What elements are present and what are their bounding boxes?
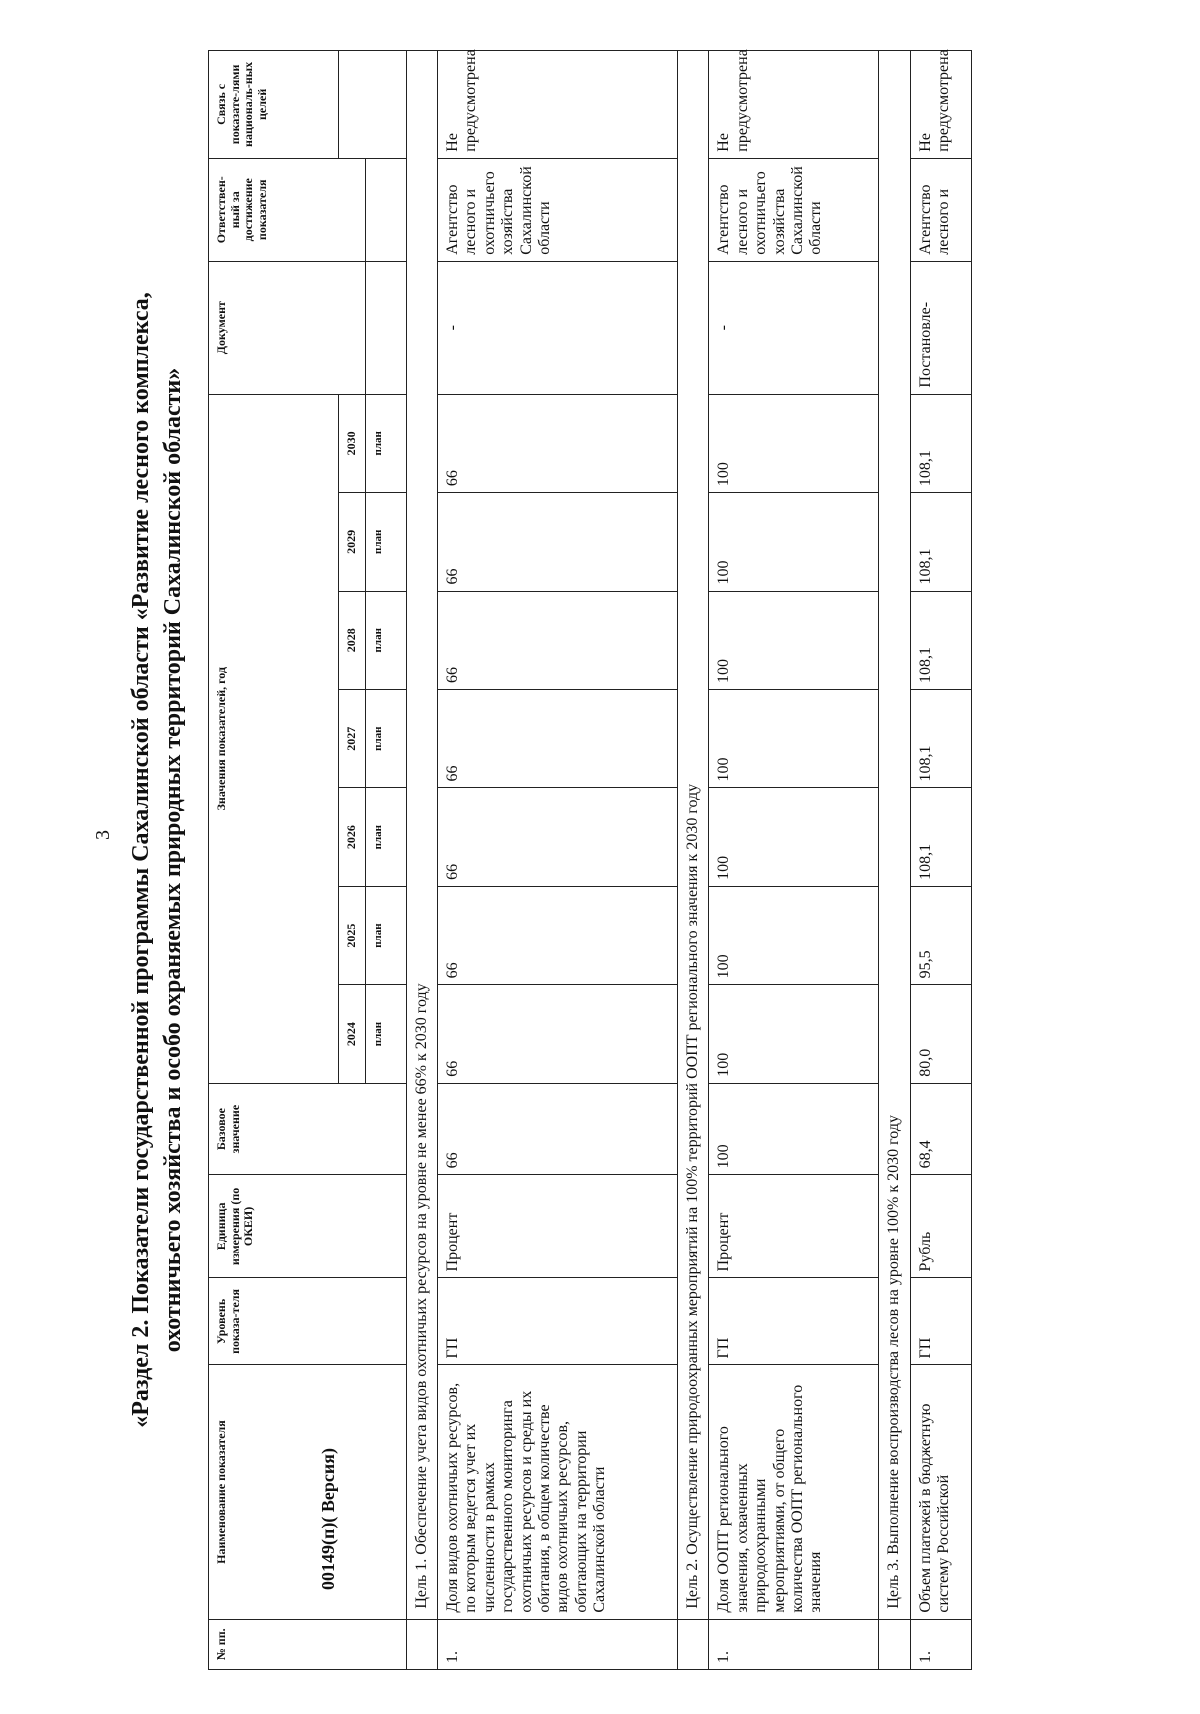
goal-2-label: Цель 2. Осуществление природоохранных мероприятий на 100% территорий ООПТ регионального значения к 2030 году: [677, 51, 708, 1620]
value-2024: 66: [437, 985, 677, 1083]
indicator-base: 100: [709, 1083, 879, 1175]
goal-num-empty: [879, 1619, 910, 1669]
header-responsible: Ответствен-ный за достижение показателя: [208, 158, 365, 261]
value-2027: 108,1: [910, 689, 971, 787]
row-num: 1.: [437, 1619, 677, 1669]
row-num: 1.: [709, 1619, 879, 1669]
page-title: [125, 50, 190, 1670]
indicators-table: [208, 50, 972, 1670]
year-2024: 2024: [338, 985, 365, 1083]
value-2024: 80,0: [910, 985, 971, 1083]
indicator-unit: Процент: [437, 1175, 677, 1278]
year-2028: 2028: [338, 591, 365, 689]
indicator-link: Не предусмотрена: [709, 51, 879, 159]
value-2026: 100: [709, 788, 879, 886]
header-document: Документ: [208, 261, 365, 394]
header-link-empty: [338, 51, 406, 159]
value-2029: 100: [709, 493, 879, 591]
indicator-name: Доля видов охотничьих ресурсов, по которым ведется учет их численности в рамках государственного мониторинга охотничьих ресурсов и среды их обитания, в общем количестве видов охотничьих ресурсов, обитающих на территории Сахалинской области: [437, 1365, 677, 1619]
indicator-level: ГП: [709, 1278, 879, 1365]
plan-label: план: [365, 394, 406, 492]
value-2030: 66: [437, 394, 677, 492]
year-2026: 2026: [338, 788, 365, 886]
rotated-page-content: [125, 50, 1125, 1670]
footer-code: 00149(п)( Версия): [318, 1448, 338, 1590]
goal-num-empty: [406, 1619, 437, 1669]
year-2025: 2025: [338, 886, 365, 984]
header-level: Уровень показа-теля: [208, 1278, 406, 1365]
indicator-document: Постановле-: [910, 261, 971, 394]
value-2027: 100: [709, 689, 879, 787]
indicator-name: Объем платежей в бюджетную систему Российской: [910, 1365, 971, 1619]
indicator-link: Не предусмотрена: [910, 51, 971, 159]
indicator-responsible: Агентство лесного и охотничьего хозяйства Сахалинской области: [709, 158, 879, 261]
value-2028: 108,1: [910, 591, 971, 689]
goal-3-label: Цель 3. Выполнение воспроизводства лесов на уровне 100% к 2030 году: [879, 51, 910, 1620]
indicator-document: -: [437, 261, 677, 394]
header-doc-empty: [365, 261, 406, 394]
indicator-level: ГП: [910, 1278, 971, 1365]
plan-label: план: [365, 493, 406, 591]
indicator-base: 66: [437, 1083, 677, 1175]
plan-label: план: [365, 886, 406, 984]
title-line-2: охотничьего хозяйства и особо охраняемых природных территорий Сахалинской области»: [160, 367, 187, 1353]
value-2028: 100: [709, 591, 879, 689]
header-num: № пп.: [208, 1619, 406, 1669]
indicator-unit: Рубль: [910, 1175, 971, 1278]
title-line-1: «Раздел 2. Показатели государственной программы Сахалинской области «Развитие лесного комплекса,: [128, 292, 154, 1428]
goal-1-label: Цель 1. Обеспечение учета видов охотничьих ресурсов на уровне не менее 66% к 2030 году: [406, 51, 437, 1620]
page-number: 3: [92, 830, 114, 840]
value-2030: 100: [709, 394, 879, 492]
value-2026: 108,1: [910, 788, 971, 886]
goal-num-empty: [677, 1619, 708, 1669]
indicator-responsible: Агентство лесного и охотничьего хозяйства Сахалинской области: [437, 158, 677, 261]
header-name: Наименование показателя: [208, 1365, 406, 1619]
header-link: Связь с показате-лями националь-ных целей: [208, 51, 338, 159]
header-base: Базовое значение: [208, 1083, 406, 1175]
indicator-name: Доля ООПТ регионального значения, охваченных природоохранными мероприятиями, от общего количества ООПТ регионального значения: [709, 1365, 879, 1619]
row-num: 1.: [910, 1619, 971, 1669]
indicator-link: Не предусмотрена: [437, 51, 677, 159]
header-unit: Единица измерения (по ОКЕИ): [208, 1175, 406, 1278]
year-2029: 2029: [338, 493, 365, 591]
plan-label: план: [365, 689, 406, 787]
value-2025: 100: [709, 886, 879, 984]
indicator-responsible: Агентство лесного и: [910, 158, 971, 261]
indicator-level: ГП: [437, 1278, 677, 1365]
indicator-unit: Процент: [709, 1175, 879, 1278]
plan-label: план: [365, 788, 406, 886]
value-2028: 66: [437, 591, 677, 689]
header-values: Значения показателей, год: [208, 394, 338, 1083]
header-resp-empty: [365, 158, 406, 261]
year-2030: 2030: [338, 394, 365, 492]
value-2024: 100: [709, 985, 879, 1083]
value-2025: 95,5: [910, 886, 971, 984]
value-2026: 66: [437, 788, 677, 886]
plan-label: план: [365, 591, 406, 689]
value-2027: 66: [437, 689, 677, 787]
indicator-base: 68,4: [910, 1083, 971, 1175]
value-2025: 66: [437, 886, 677, 984]
value-2030: 108,1: [910, 394, 971, 492]
year-2027: 2027: [338, 689, 365, 787]
indicator-document: -: [709, 261, 879, 394]
plan-label: план: [365, 985, 406, 1083]
value-2029: 66: [437, 493, 677, 591]
value-2029: 108,1: [910, 493, 971, 591]
